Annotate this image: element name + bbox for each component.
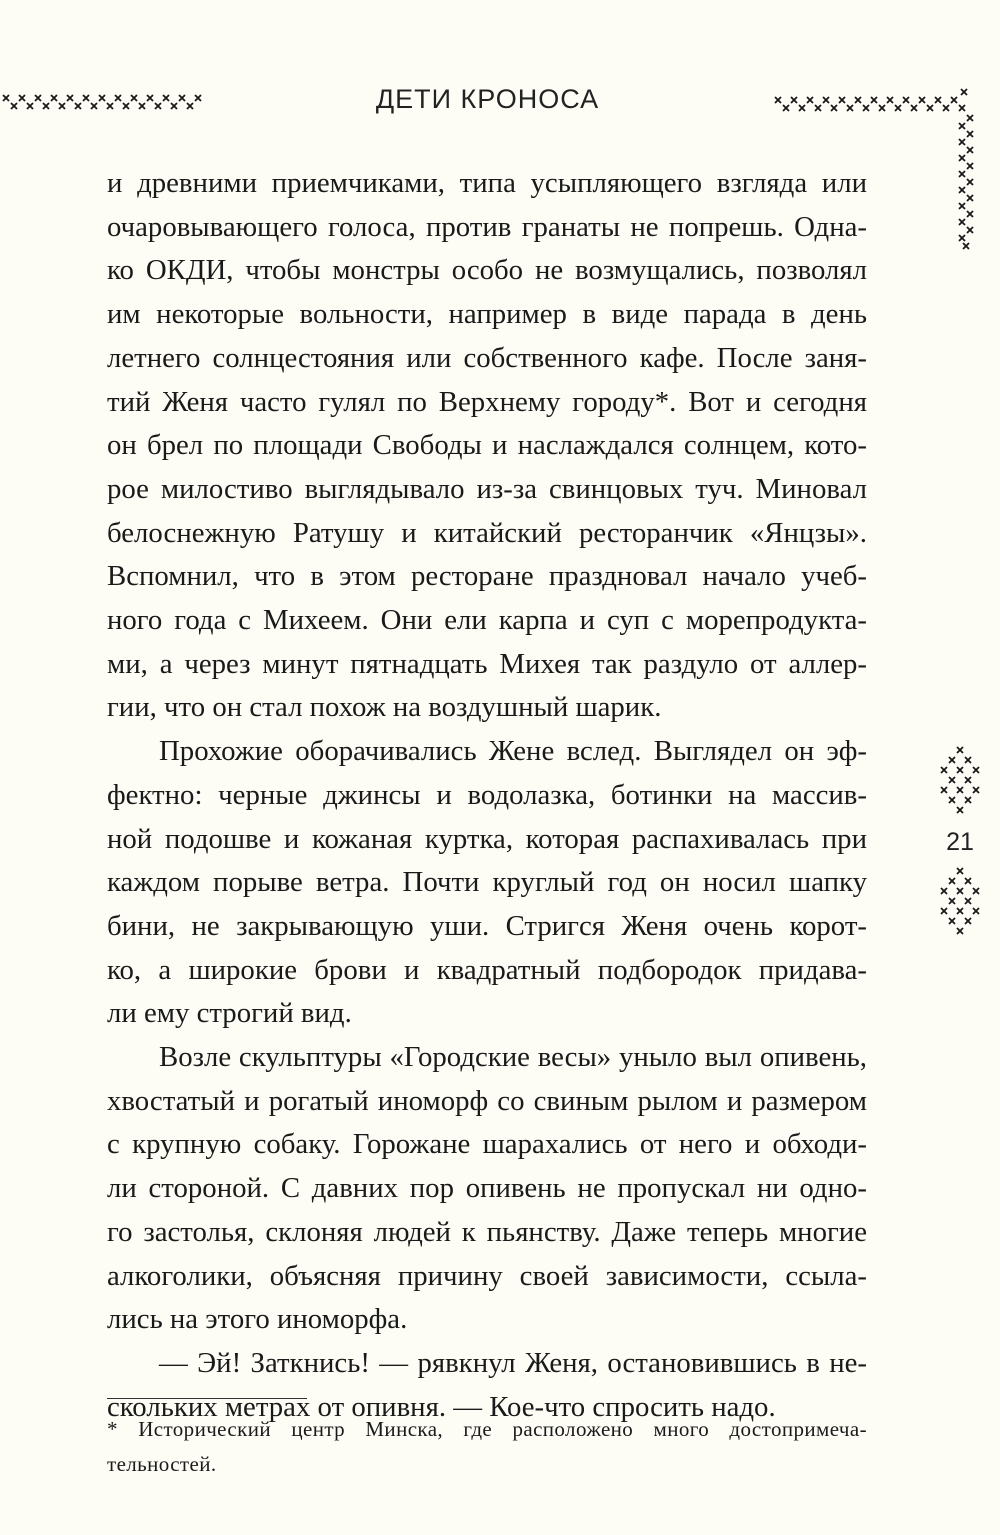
footnote	[107, 1412, 867, 1482]
text-line: и древними приемчиками, типа усыпляющего взгляда или	[107, 167, 867, 199]
text-line: — Эй! Заткнись! — рявкнул Женя, остановившись в не-	[159, 1346, 867, 1379]
text-line: Прохожие оборачивались Жене вслед. Выглядел он эф-	[159, 735, 867, 768]
text-line: скольких метрах от опивня. — Кое-что спросить надо.	[107, 1390, 776, 1423]
text-line: алкоголики, объясняя причину своей зависимости, ссыла-	[107, 1259, 867, 1292]
text-line: им некоторые вольности, например в виде парада в день	[107, 298, 867, 331]
text-line: ной подошве и кожаная куртка, которая распахивалась при	[107, 822, 867, 855]
text-line: Возле скульптуры «Городские весы» уныло выл опивень,	[159, 1041, 867, 1074]
text-line: хвостатый и рогатый иноморф со свиным рылом и размером	[107, 1084, 867, 1117]
text-line: с крупную собаку. Горожане шарахались от него и обходи-	[107, 1128, 867, 1161]
text-line: летнего солнцестояния или собственного кафе. После заня-	[107, 341, 867, 374]
text-line: лись на этого иноморфа.	[107, 1303, 408, 1336]
text-line: ко ОКДИ, чтобы монстры особо не возмущались, позволял	[107, 254, 867, 287]
text-line: он брел по площади Свободы и наслаждался солнцем, кото-	[107, 429, 867, 462]
text-line: бини, не закрывающую уши. Стригся Женя очень корот-	[107, 909, 867, 942]
body-text	[107, 162, 867, 1429]
text-line: тий Женя часто гулял по Верхнему городу*. Вот и сегодня	[107, 385, 867, 418]
text-line: фектно: черные джинсы и водолазка, ботинки на массив-	[107, 778, 867, 811]
text-line: гии, что он стал похож на воздушный шарик.	[107, 691, 662, 724]
footnote-line: * Исторический центр Минска, где расположено много достопримеча-	[107, 1417, 867, 1441]
text-line: белоснежную Ратушу и китайский ресторанчик «Янцзы».	[107, 516, 867, 549]
text-line: ми, а через минут пятнадцать Михея так раздуло от аллер-	[107, 647, 867, 680]
cross-stitch-border-left-ornament	[0, 92, 210, 114]
cross-stitch-diamond-lower-ornament	[935, 866, 985, 940]
text-line: ко, а широкие брови и квадратный подбородок придава-	[107, 953, 867, 986]
text-line: го застолья, склоняя людей к пьянству. Даже теперь многие	[107, 1215, 867, 1248]
text-line: рое милостиво выглядывало из-за свинцовых туч. Миновал	[107, 472, 867, 505]
text-line: Вспомнил, что в этом ресторане праздновал начало учеб-	[107, 560, 867, 593]
text-line: ли ему строгий вид.	[107, 997, 352, 1030]
paragraph-1	[107, 162, 867, 730]
paragraph-2	[107, 730, 867, 1036]
footnote-rule	[107, 1398, 307, 1399]
text-line: каждом порыве ветра. Почти круглый год он носил шапку	[107, 866, 867, 899]
text-line: очаровывающего голоса, против гранаты не попрешь. Одна-	[107, 210, 867, 243]
paragraph-3	[107, 1036, 867, 1342]
text-line: ного года с Михеем. Они ели карпа и суп с морепродукта-	[107, 604, 867, 637]
page-number: 21	[946, 828, 974, 856]
running-head-title: ДЕТИ КРОНОСА	[375, 84, 600, 114]
footnote-line: тельностей.	[107, 1452, 217, 1476]
cross-stitch-diamond-upper-ornament	[935, 745, 985, 817]
text-line: ли стороной. С давних пор опивень не пропускал ни одно-	[107, 1172, 867, 1205]
